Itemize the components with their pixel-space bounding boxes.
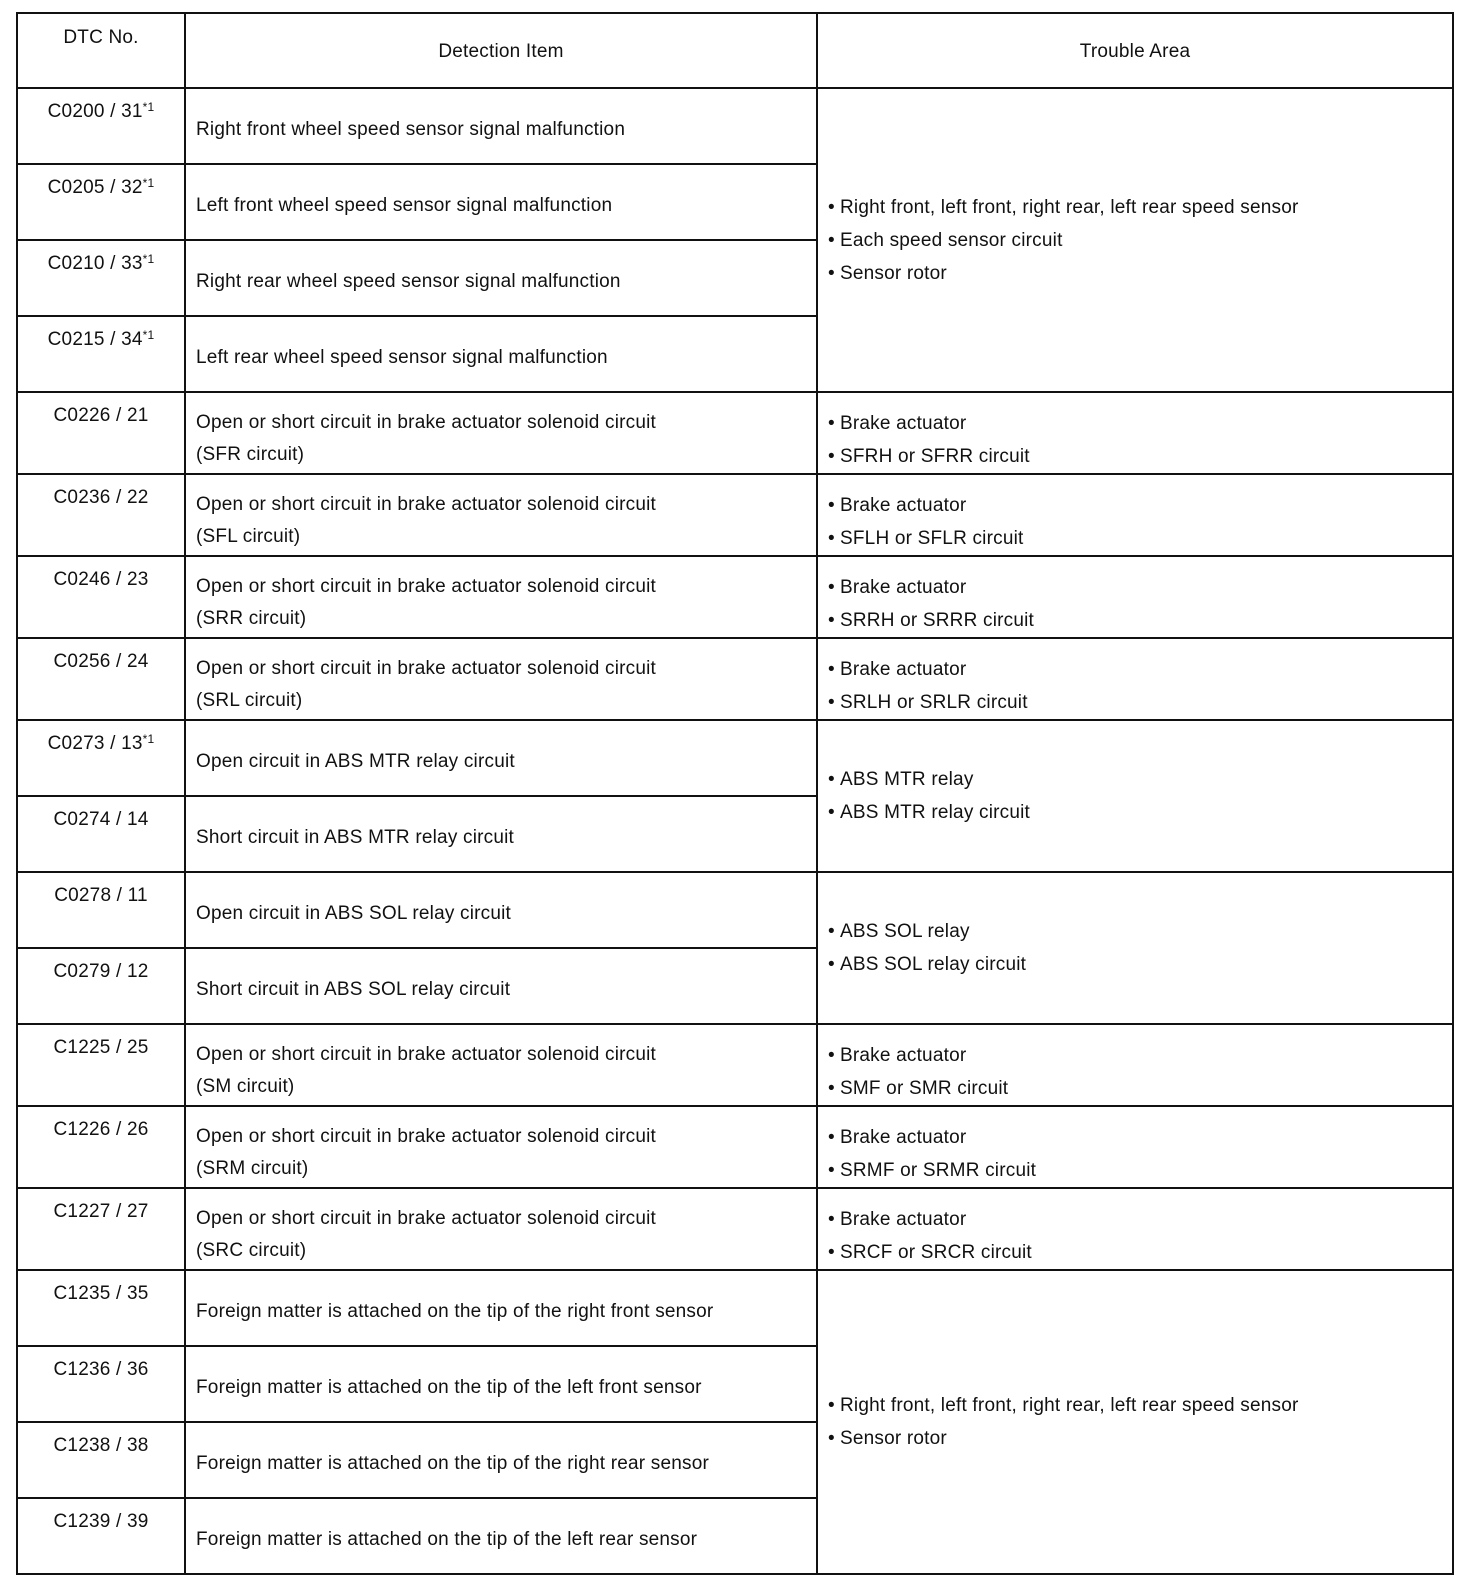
footnote-mark: *1 (142, 732, 155, 746)
trouble-area-cell (817, 556, 1453, 638)
detection-item-line: Open or short circuit in brake actuator solenoid circuit (196, 1208, 657, 1229)
trouble-area-list (828, 1121, 1442, 1187)
detection-item-line: Open or short circuit in brake actuator solenoid circuit (196, 576, 657, 597)
dtc-code: C0205 / 32 (47, 177, 143, 198)
dtc-code: C1239 / 39 (17, 1498, 185, 1574)
trouble-area-list (828, 653, 1442, 719)
table-row (17, 88, 1453, 164)
detection-item: Right rear wheel speed sensor signal malfunction (185, 240, 817, 316)
trouble-area-list (828, 1389, 1442, 1455)
detection-item-circuit: (SRC circuit) (196, 1240, 307, 1261)
trouble-area-entry: • ABS MTR relay (828, 763, 1442, 796)
trouble-area-entry: • SRLH or SRLR circuit (828, 686, 1442, 719)
trouble-area-entry: • Brake actuator (828, 407, 1442, 440)
trouble-area-cell (817, 392, 1453, 474)
trouble-area-entry: • ABS MTR relay circuit (828, 796, 1442, 829)
detection-item: Short circuit in ABS MTR relay circuit (185, 796, 817, 872)
trouble-area-cell (817, 872, 1453, 1024)
trouble-area-list (828, 1203, 1442, 1269)
detection-item-line: Open or short circuit in brake actuator solenoid circuit (196, 494, 657, 515)
trouble-area-list (828, 489, 1442, 555)
dtc-code: C1225 / 25 (17, 1024, 185, 1106)
detection-item (185, 1188, 817, 1270)
detection-item-circuit: (SRR circuit) (196, 608, 307, 629)
trouble-area-list (828, 571, 1442, 637)
trouble-area-cell (817, 1106, 1453, 1188)
dtc-code: C0215 / 34 (47, 329, 143, 350)
table-row (17, 638, 1453, 720)
detection-item-line: Open or short circuit in brake actuator solenoid circuit (196, 658, 657, 679)
trouble-area-list (828, 1039, 1442, 1105)
dtc-code: C0274 / 14 (17, 796, 185, 872)
trouble-area-entry: • SRRH or SRRR circuit (828, 604, 1442, 637)
trouble-area-entry: • Each speed sensor circuit (828, 224, 1442, 257)
trouble-area-list (828, 407, 1442, 473)
trouble-area-entry: • Brake actuator (828, 1203, 1442, 1236)
trouble-area-entry: • SMF or SMR circuit (828, 1072, 1442, 1105)
detection-item-line: Open or short circuit in brake actuator solenoid circuit (196, 412, 657, 433)
table-row (17, 474, 1453, 556)
dtc-code: C0279 / 12 (17, 948, 185, 1024)
detection-item: Foreign matter is attached on the tip of the right rear sensor (185, 1422, 817, 1498)
trouble-area-entry: • SFLH or SFLR circuit (828, 522, 1442, 555)
trouble-area-entry: • Sensor rotor (828, 257, 1442, 290)
detection-item-circuit: (SRL circuit) (196, 690, 303, 711)
dtc-code: C0226 / 21 (17, 392, 185, 474)
trouble-area-entry: • SRCF or SRCR circuit (828, 1236, 1442, 1269)
detection-item-circuit: (SFR circuit) (196, 444, 305, 465)
trouble-area-cell (817, 474, 1453, 556)
detection-item: Right front wheel speed sensor signal malfunction (185, 88, 817, 164)
trouble-area-entry: • Brake actuator (828, 1121, 1442, 1154)
detection-item: Foreign matter is attached on the tip of the right front sensor (185, 1270, 817, 1346)
dtc-code-cell (17, 88, 185, 164)
detection-item-line: Open or short circuit in brake actuator solenoid circuit (196, 1044, 657, 1065)
detection-item-circuit: (SRM circuit) (196, 1158, 309, 1179)
table-row (17, 872, 1453, 948)
dtc-code: C0200 / 31 (47, 101, 143, 122)
trouble-area-entry: • Brake actuator (828, 1039, 1442, 1072)
dtc-code: C0246 / 23 (17, 556, 185, 638)
trouble-area-entry: • Sensor rotor (828, 1422, 1442, 1455)
detection-item: Left front wheel speed sensor signal malfunction (185, 164, 817, 240)
dtc-code-cell (17, 316, 185, 392)
dtc-code: C1235 / 35 (17, 1270, 185, 1346)
table-row (17, 1188, 1453, 1270)
trouble-area-entry: • Brake actuator (828, 571, 1442, 604)
footnote-mark: *1 (142, 100, 155, 114)
trouble-area-entry: • Right front, left front, right rear, left rear speed sensor (828, 191, 1442, 224)
detection-item: Foreign matter is attached on the tip of the left rear sensor (185, 1498, 817, 1574)
detection-item: Short circuit in ABS SOL relay circuit (185, 948, 817, 1024)
trouble-area-entry: • ABS SOL relay (828, 915, 1442, 948)
trouble-area-cell (817, 720, 1453, 872)
detection-item (185, 392, 817, 474)
header-row (17, 13, 1453, 88)
table-row (17, 720, 1453, 796)
dtc-code: C0278 / 11 (17, 872, 185, 948)
header-dtc-no: DTC No. (17, 13, 185, 88)
trouble-area-list (828, 191, 1442, 290)
table-row (17, 1106, 1453, 1188)
trouble-area-entry: • SFRH or SFRR circuit (828, 440, 1442, 473)
detection-item: Open circuit in ABS SOL relay circuit (185, 872, 817, 948)
detection-item-circuit: (SFL circuit) (196, 526, 301, 547)
detection-item: Foreign matter is attached on the tip of the left front sensor (185, 1346, 817, 1422)
trouble-area-list (828, 915, 1442, 981)
dtc-code: C1227 / 27 (17, 1188, 185, 1270)
trouble-area-entry: • ABS SOL relay circuit (828, 948, 1442, 981)
trouble-area-entry: • Brake actuator (828, 653, 1442, 686)
dtc-code-cell (17, 164, 185, 240)
dtc-code: C0273 / 13 (47, 733, 143, 754)
footnote-mark: *1 (142, 252, 155, 266)
trouble-area-cell (817, 1024, 1453, 1106)
dtc-code: C0236 / 22 (17, 474, 185, 556)
dtc-code-cell (17, 240, 185, 316)
trouble-area-cell (817, 638, 1453, 720)
detection-item (185, 556, 817, 638)
detection-item-circuit: (SM circuit) (196, 1076, 295, 1097)
trouble-area-entry: • SRMF or SRMR circuit (828, 1154, 1442, 1187)
footnote-mark: *1 (142, 328, 155, 342)
header-detection-item: Detection Item (185, 13, 817, 88)
dtc-table (16, 12, 1454, 1575)
detection-item: Left rear wheel speed sensor signal malfunction (185, 316, 817, 392)
dtc-code: C0210 / 33 (47, 253, 143, 274)
table-row (17, 1270, 1453, 1346)
header-trouble-area: Trouble Area (817, 13, 1453, 88)
table-row (17, 392, 1453, 474)
dtc-code-cell (17, 720, 185, 796)
trouble-area-cell (817, 88, 1453, 392)
detection-item (185, 474, 817, 556)
trouble-area-entry: • Right front, left front, right rear, left rear speed sensor (828, 1389, 1442, 1422)
dtc-code: C1226 / 26 (17, 1106, 185, 1188)
trouble-area-cell (817, 1270, 1453, 1574)
detection-item (185, 638, 817, 720)
trouble-area-entry: • Brake actuator (828, 489, 1442, 522)
dtc-code: C0256 / 24 (17, 638, 185, 720)
table-row (17, 556, 1453, 638)
trouble-area-list (828, 763, 1442, 829)
dtc-code: C1236 / 36 (17, 1346, 185, 1422)
footnote-mark: *1 (142, 176, 155, 190)
table-row (17, 1024, 1453, 1106)
detection-item (185, 1106, 817, 1188)
detection-item (185, 1024, 817, 1106)
detection-item: Open circuit in ABS MTR relay circuit (185, 720, 817, 796)
detection-item-line: Open or short circuit in brake actuator solenoid circuit (196, 1126, 657, 1147)
trouble-area-cell (817, 1188, 1453, 1270)
dtc-code: C1238 / 38 (17, 1422, 185, 1498)
